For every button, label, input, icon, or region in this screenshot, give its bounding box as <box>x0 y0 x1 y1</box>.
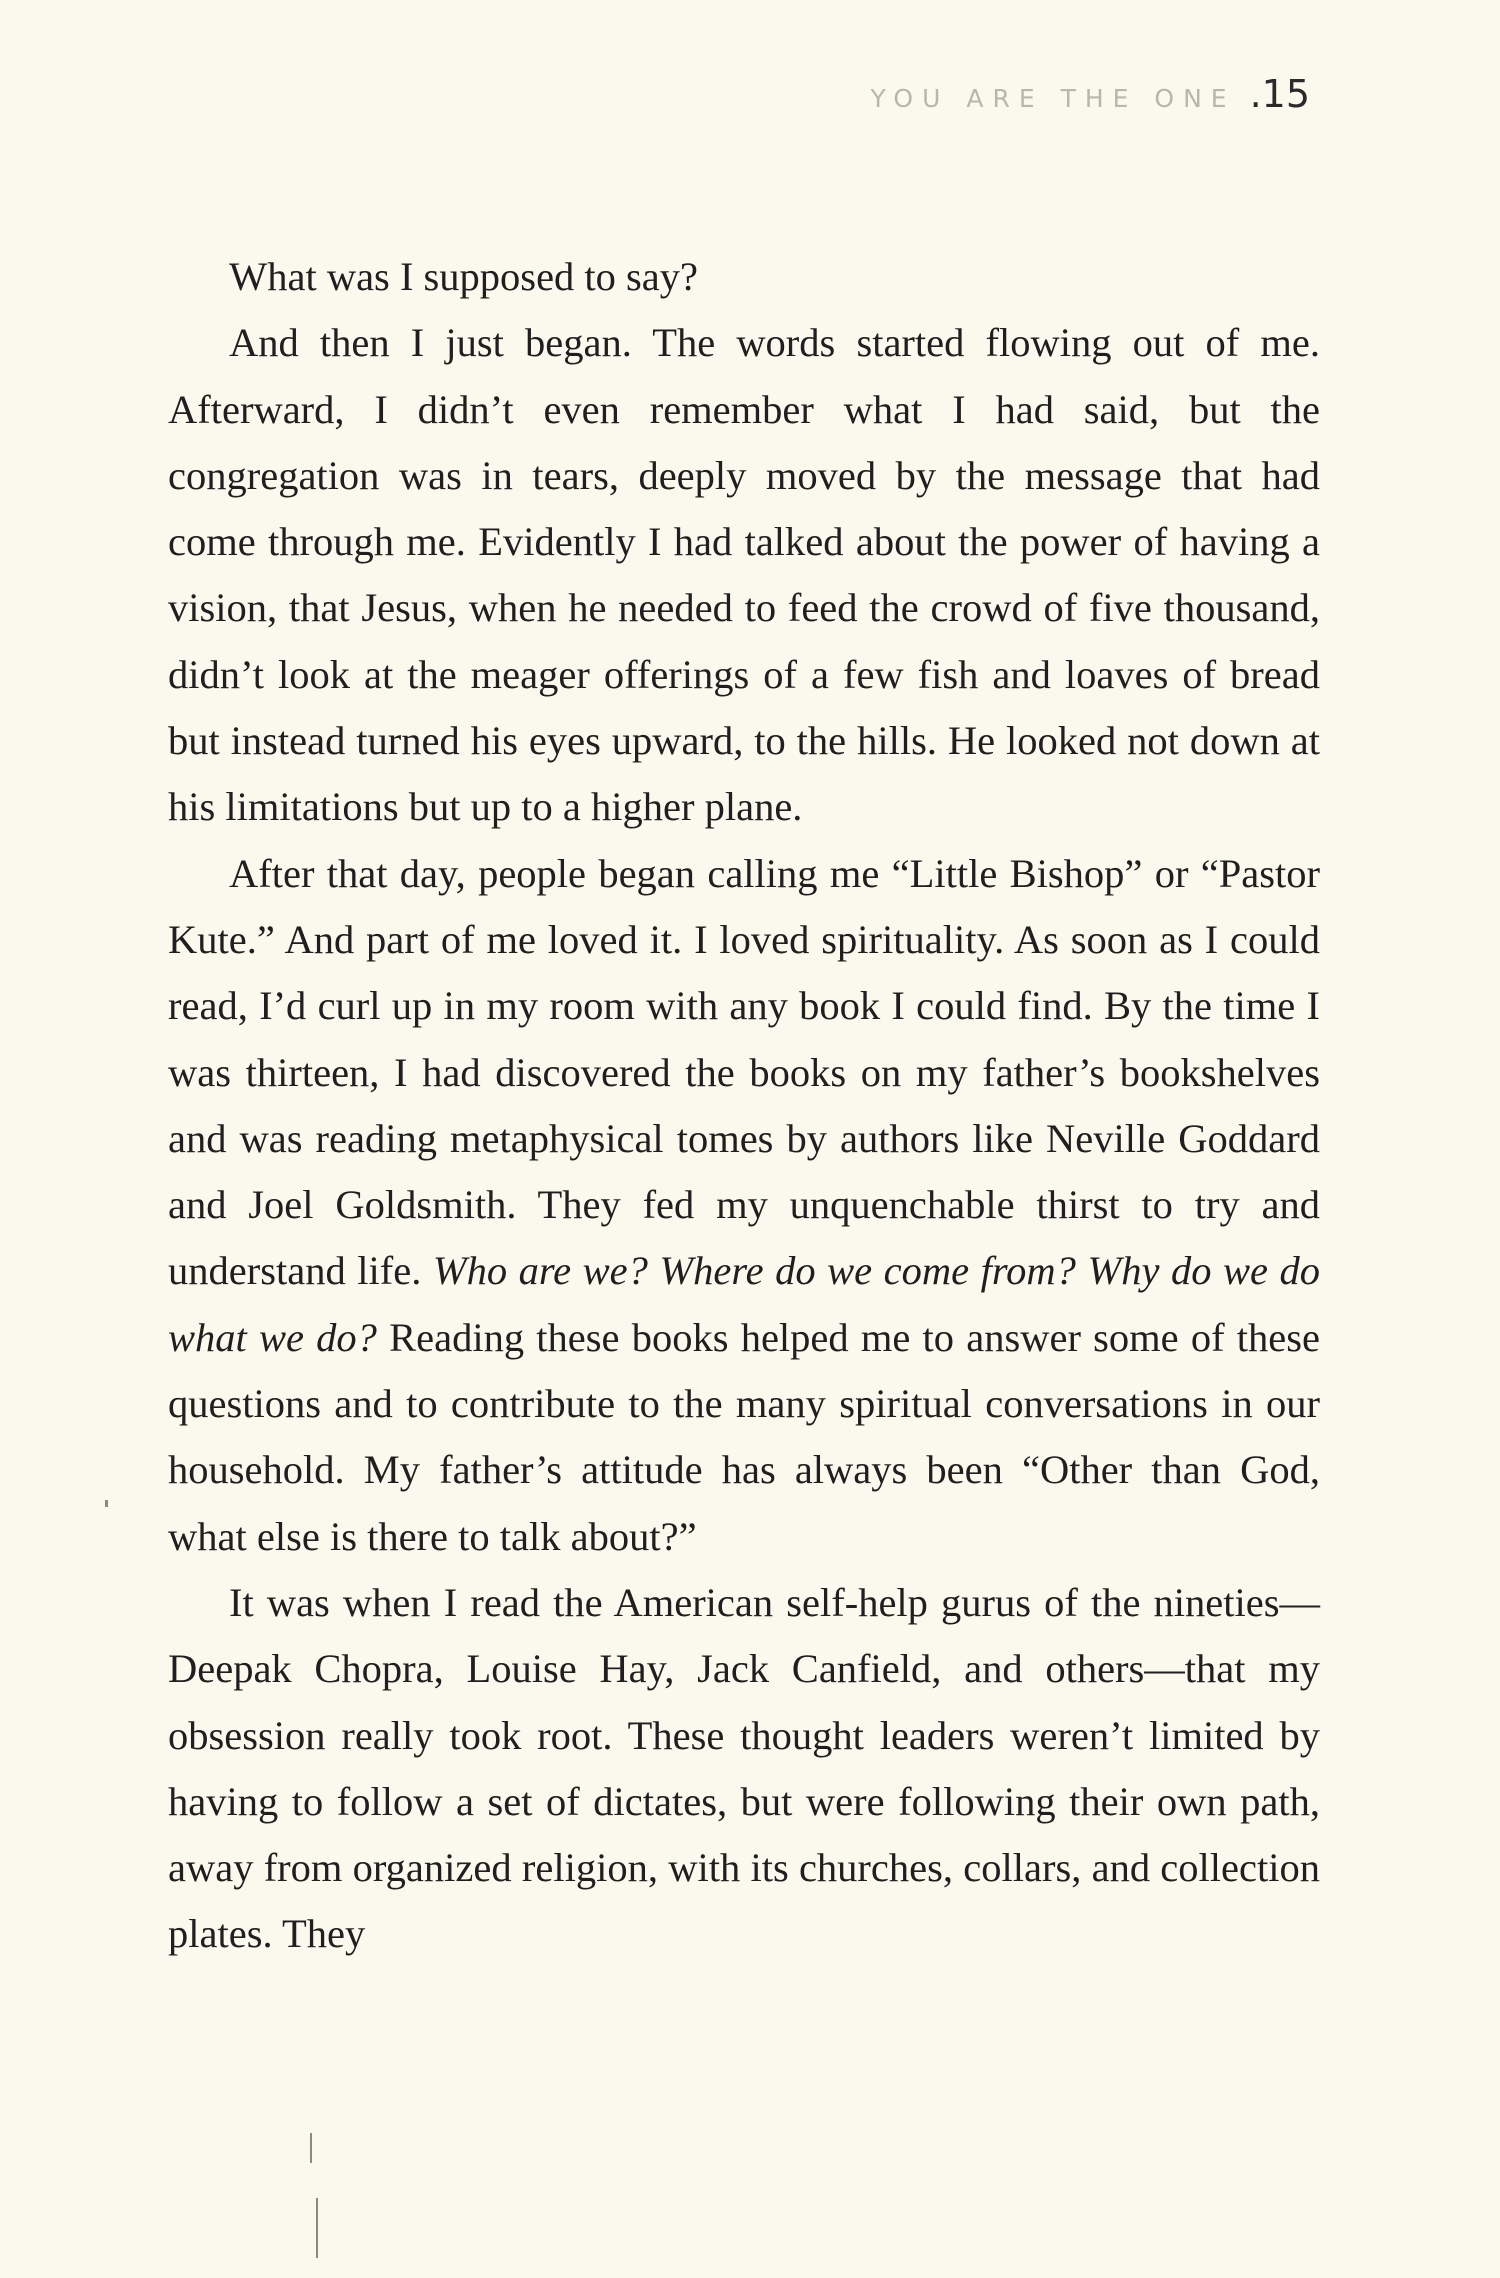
paragraph-3-text-before: After that day, people began calling me “Little Bishop” or “Pastor Kute.” And part of me loved it. I loved spirituality. As soon as I could read, I’d curl up in my room with any book I could find. By the time I was thirteen, I had discovered the books on my father’s bookshelves and was reading metaphysical tomes by authors like Neville Goddard and Joel Goldsmith. They fed my unquenchable thirst to try and understand life. <box>168 850 1320 1294</box>
body-text <box>168 244 1320 1968</box>
scan-artifact-line <box>310 2133 312 2163</box>
page-number: .15 <box>1249 72 1310 116</box>
scan-artifact-line <box>316 2198 318 2258</box>
paragraph-3-text-after: Reading these books helped me to answer some of these questions and to contribute to the many spiritual conversations in our household. My father’s attitude has always been “Other than God, what else is there to talk about?” <box>168 1314 1320 1559</box>
paragraph-1: What was I supposed to say? <box>229 254 699 299</box>
margin-speck <box>105 1500 108 1507</box>
paragraph-3-italic-questions: Who are we? Where do we come from? Why do we do what we do? <box>168 1248 1320 1360</box>
paragraph-4: It was when I read the American self-help gurus of the nineties—Deepak Chopra, Louise Hay, Jack Canfield, and others—that my obsession really took root. These thought leaders weren’t limited by having to follow a set of dictates, but were following their own path, away from organized religion, with its churches, collars, and collection plates. They <box>168 1579 1320 1957</box>
paragraph-2: And then I just began. The words started flowing out of me. Afterward, I didn’t even remember what I had said, but the congregation was in tears, deeply moved by the message that had come through me. Evidently I had talked about the power of having a vision, that Jesus, when he needed to feed the crowd of five thousand, didn’t look at the meager offerings of a few fish and loaves of bread but instead turned his eyes upward, to the hills. He looked not down at his limitations but up to a higher plane. <box>168 320 1320 830</box>
running-title: YOU ARE THE ONE <box>870 84 1236 113</box>
running-head <box>871 72 1310 116</box>
paragraph-3 <box>168 841 1320 1570</box>
